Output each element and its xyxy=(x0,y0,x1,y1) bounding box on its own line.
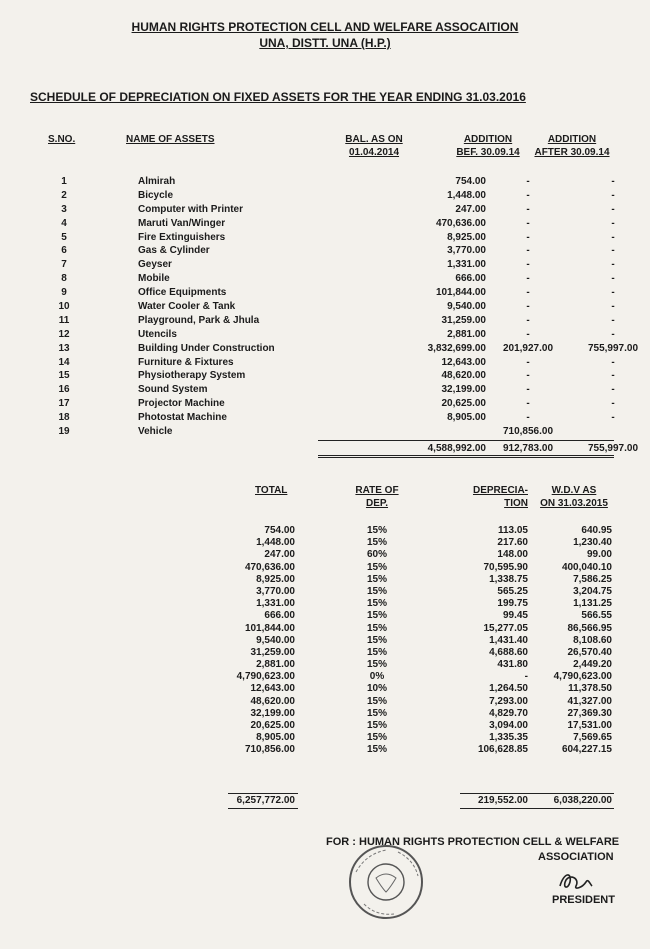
table-row: 12,643.00 10% 1,264.50 11,378.50 xyxy=(250,683,612,695)
table-row: 12 Utencils 2,881.00 - - xyxy=(58,328,615,340)
schedule-title: SCHEDULE OF DEPRECIATION ON FIXED ASSETS FOR THE YEAR ENDING 31.03.2016 xyxy=(30,90,526,104)
seal-stamp-icon xyxy=(346,842,426,922)
president-label: PRESIDENT xyxy=(552,894,615,906)
dep-wdv-rule xyxy=(460,793,614,794)
table-row: 710,856.00 15% 106,628.85 604,227.15 xyxy=(244,744,612,756)
table-row: 470,636.00 15% 70,595.90 400,040.10 xyxy=(244,561,612,573)
table-row: 2 Bicycle 1,448.00 - - xyxy=(61,189,615,201)
table-row: 8 Mobile 666.00 - - xyxy=(61,273,615,285)
table-row: 4 Maruti Van/Winger 470,636.00 - - xyxy=(61,217,615,229)
depreciation-header: DEPRECIA- TION xyxy=(472,485,528,509)
table-row: 101,844.00 15% 15,277.05 86,566.95 xyxy=(244,622,612,634)
table-row: 1,331.00 15% 199.75 1,131.25 xyxy=(256,598,612,610)
total-col-bottom-rule xyxy=(228,808,298,809)
table-row: 14 Furniture & Fixtures 12,643.00 - - xyxy=(58,356,615,368)
table-row: 247.00 60% 148.00 99.00 xyxy=(264,549,612,561)
table-row: 4,790,623.00 0% - 4,790,623.00 xyxy=(236,671,612,683)
org-address: UNA, DISTT. UNA (H.P.) xyxy=(259,36,391,50)
table-row: 15 Physiotherapy System 48,620.00 - - xyxy=(58,370,615,382)
table-row: 11 Playground, Park & Jhula 31,259.00 - - xyxy=(58,314,615,326)
table-row: 32,199.00 15% 4,829.70 27,369.30 xyxy=(250,707,612,719)
depreciation-totals-row: 6,257,772.00 219,552.00 6,038,220.00 xyxy=(236,795,612,806)
table-row: 18 Photostat Machine 8,905.00 - - xyxy=(58,412,615,424)
total-col-rule xyxy=(228,793,298,794)
assets-table xyxy=(42,175,639,439)
table-row: 5 Fire Extinguishers 8,925.00 - - xyxy=(61,231,615,243)
table-row: 3 Computer with Printer 247.00 - - xyxy=(61,203,615,215)
total-header: TOTAL xyxy=(255,485,288,496)
wdv-header: W.D.V AS ON 31.03.2015 xyxy=(540,485,608,509)
table-row: 9,540.00 15% 1,431.40 8,108.60 xyxy=(256,634,612,646)
table-row: 9 Office Equipments 101,844.00 - - xyxy=(61,287,615,299)
sno-header: S.NO. xyxy=(48,134,76,145)
table-row: 666.00 15% 99.45 566.55 xyxy=(264,610,612,622)
table-row: 13 Building Under Construction 3,832,699.00 201,927.00 755,997.00 xyxy=(58,342,639,354)
dep-wdv-bottom-rule xyxy=(460,808,614,809)
signatory-line: FOR : HUMAN RIGHTS PROTECTION CELL & WELFARE xyxy=(326,836,620,848)
table-row: 7 Geyser 1,331.00 - - xyxy=(61,259,615,271)
table-row: 754.00 15% 113.05 640.95 xyxy=(264,525,612,536)
signature-icon xyxy=(556,866,596,896)
table-row: 20,625.00 15% 3,094.00 17,531.00 xyxy=(250,720,612,731)
table-row: 3,770.00 15% 565.25 3,204.75 xyxy=(256,585,612,597)
table-row: 1 Almirah 754.00 - - xyxy=(61,176,615,187)
totals-bottom-rule xyxy=(318,455,614,456)
table-row: 10 Water Cooler & Tank 9,540.00 - - xyxy=(58,301,615,313)
assets-totals-row: 4,588,992.00 912,783.00 755,997.00 xyxy=(427,443,639,454)
table-row: 16 Sound System 32,199.00 - - xyxy=(58,384,615,396)
table-row: 2,881.00 15% 431.80 2,449.20 xyxy=(256,659,612,671)
addition-after-header: ADDITION AFTER 30.09.14 xyxy=(534,134,610,158)
table-row: 8,925.00 15% 1,338.75 7,586.25 xyxy=(256,573,612,585)
totals-top-rule xyxy=(318,440,614,441)
name-header: NAME OF ASSETS xyxy=(126,134,215,145)
table-row: 8,905.00 15% 1,335.35 7,569.65 xyxy=(256,732,612,744)
table-row: 31,259.00 15% 4,688.60 26,570.40 xyxy=(250,646,612,658)
totals-double-rule xyxy=(318,457,614,458)
addition-before-header: ADDITION BEF. 30.09.14 xyxy=(456,134,520,158)
org-name: HUMAN RIGHTS PROTECTION CELL AND WELFARE ASSOCAITION xyxy=(131,20,519,34)
table-row: 48,620.00 15% 7,293.00 41,327.00 xyxy=(250,695,612,707)
table-row: 17 Projector Machine 20,625.00 - - xyxy=(58,398,615,410)
signatory-association: ASSOCIATION xyxy=(538,851,614,863)
table-row: 19 Vehicle 710,856.00 xyxy=(58,426,554,438)
bal-header: BAL. AS ON 01.04.2014 xyxy=(345,134,403,158)
table-row: 6 Gas & Cylinder 3,770.00 - - xyxy=(61,245,615,257)
depreciation-table xyxy=(0,525,620,757)
rate-header: RATE OF DEP. xyxy=(355,485,399,509)
table-row: 1,448.00 15% 217.60 1,230.40 xyxy=(256,537,612,549)
